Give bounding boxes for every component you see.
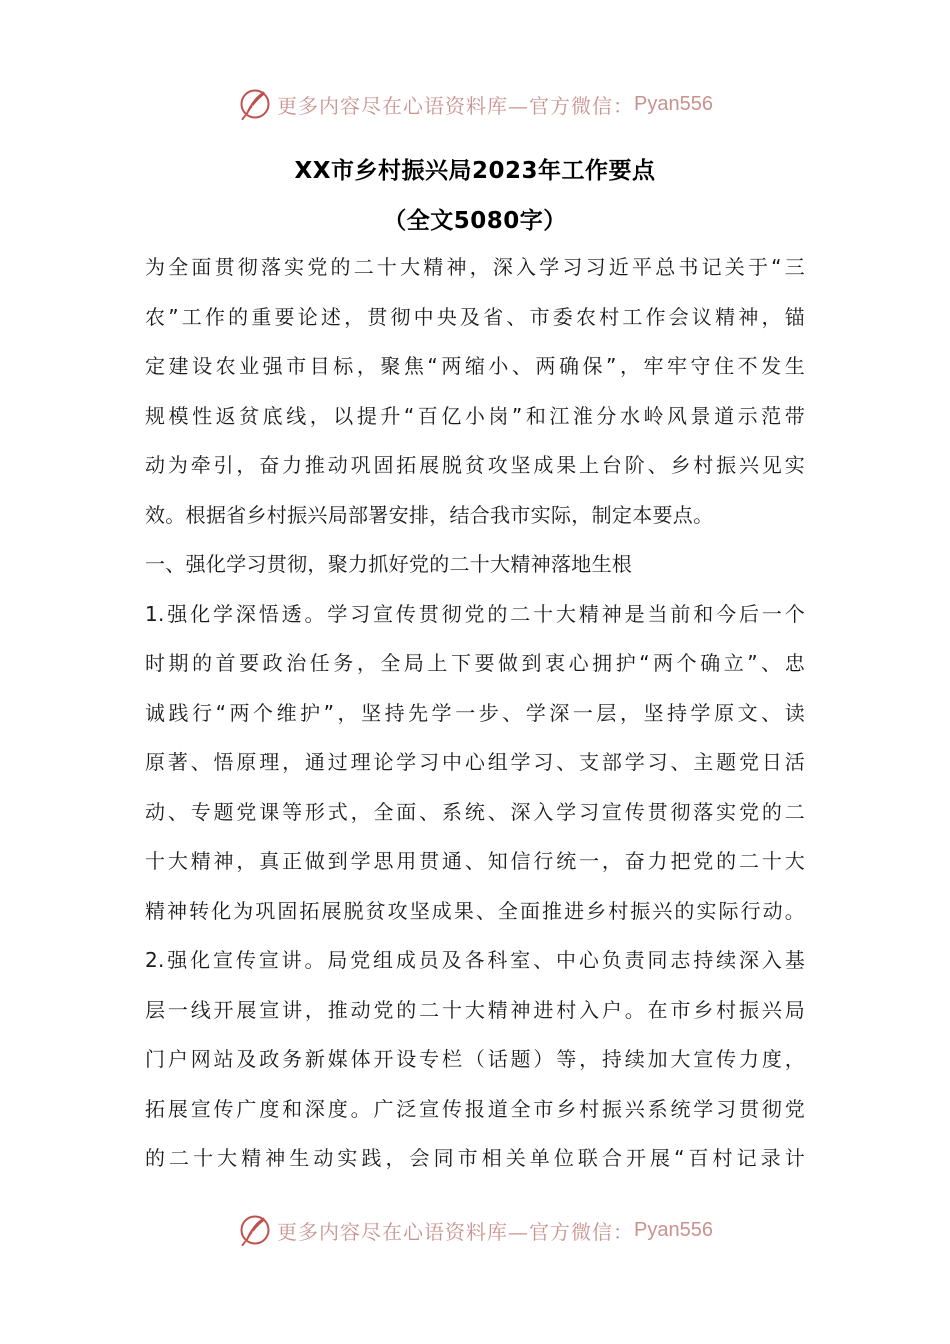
watermark-wechat-id: Pyan556 bbox=[634, 92, 713, 115]
body-line: 农”工作的重要论述，贯彻中央及省、市委农村工作会议精神，锚 bbox=[145, 304, 805, 329]
section-heading: 一、强化学习贯彻，聚力抓好党的二十大精神落地生根 bbox=[145, 552, 633, 576]
body-line: 为全面贯彻落实党的二十大精神，深入学习习近平总书记关于“三 bbox=[145, 255, 805, 279]
feather-pen-logo-icon bbox=[237, 86, 273, 122]
body-line: 的二十大精神生动实践，会同市相关单位联合开展“百村记录计 bbox=[145, 1146, 805, 1170]
body-line: 拓展宣传广度和深度。广泛宣传报道全市乡村振兴系统学习贯彻党 bbox=[145, 1096, 805, 1121]
body-line: 原著、悟原理，通过理论学习中心组学习、支部学习、主题党日活 bbox=[145, 750, 805, 774]
document-title: XX市乡村振兴局2023年工作要点 bbox=[294, 158, 656, 184]
feather-pen-logo-icon bbox=[237, 1212, 273, 1248]
document-subtitle: （全文5080字） bbox=[383, 208, 567, 234]
watermark-wechat-id: Pyan556 bbox=[634, 1218, 713, 1241]
body-line: 效。根据省乡村振兴局部署安排，结合我市实际，制定本要点。 bbox=[145, 502, 714, 527]
body-line: 1.强化学深悟透。学习宣传贯彻党的二十大精神是当前和今后一个 bbox=[145, 601, 805, 626]
body-line: 诚践行“两个维护”，坚持先学一步、学深一层，坚持学原文、读 bbox=[145, 700, 805, 725]
body-line: 层一线开展宣讲，推动党的二十大精神进村入户。在市乡村振兴局 bbox=[145, 997, 805, 1022]
document-body bbox=[145, 243, 805, 1184]
body-line: 十大精神，真正做到学思用贯通、知信行统一，奋力把党的二十大 bbox=[145, 849, 805, 873]
watermark-text: 更多内容尽在心语资料库—官方微信： bbox=[277, 1219, 635, 1244]
body-line: 动为牵引，奋力推动巩固拓展脱贫攻坚成果上台阶、乡村振兴见实 bbox=[145, 453, 805, 477]
body-line: 精神转化为巩固拓展脱贫攻坚成果、全面推进乡村振兴的实际行动。 bbox=[145, 898, 805, 923]
watermark-text: 更多内容尽在心语资料库—官方微信： bbox=[277, 93, 635, 118]
body-line: 定建设农业强市目标，聚焦“两缩小、两确保”，牢牢守住不发生 bbox=[145, 354, 805, 378]
body-line: 动、专题党课等形式，全面、系统、深入学习宣传贯彻落实党的二 bbox=[145, 799, 805, 824]
body-line: 规模性返贫底线，以提升“百亿小岗”和江淮分水岭风景道示范带 bbox=[145, 403, 805, 428]
body-line: 门户网站及政务新媒体开设专栏（话题）等，持续加大宣传力度， bbox=[145, 1047, 805, 1071]
watermark-header bbox=[0, 84, 950, 124]
watermark-footer bbox=[0, 1210, 950, 1250]
body-line: 时期的首要政治任务，全局上下要做到衷心拥护“两个确立”、忠 bbox=[145, 651, 805, 675]
body-line: 2.强化宣传宣讲。局党组成员及各科室、中心负责同志持续深入基 bbox=[145, 948, 805, 972]
